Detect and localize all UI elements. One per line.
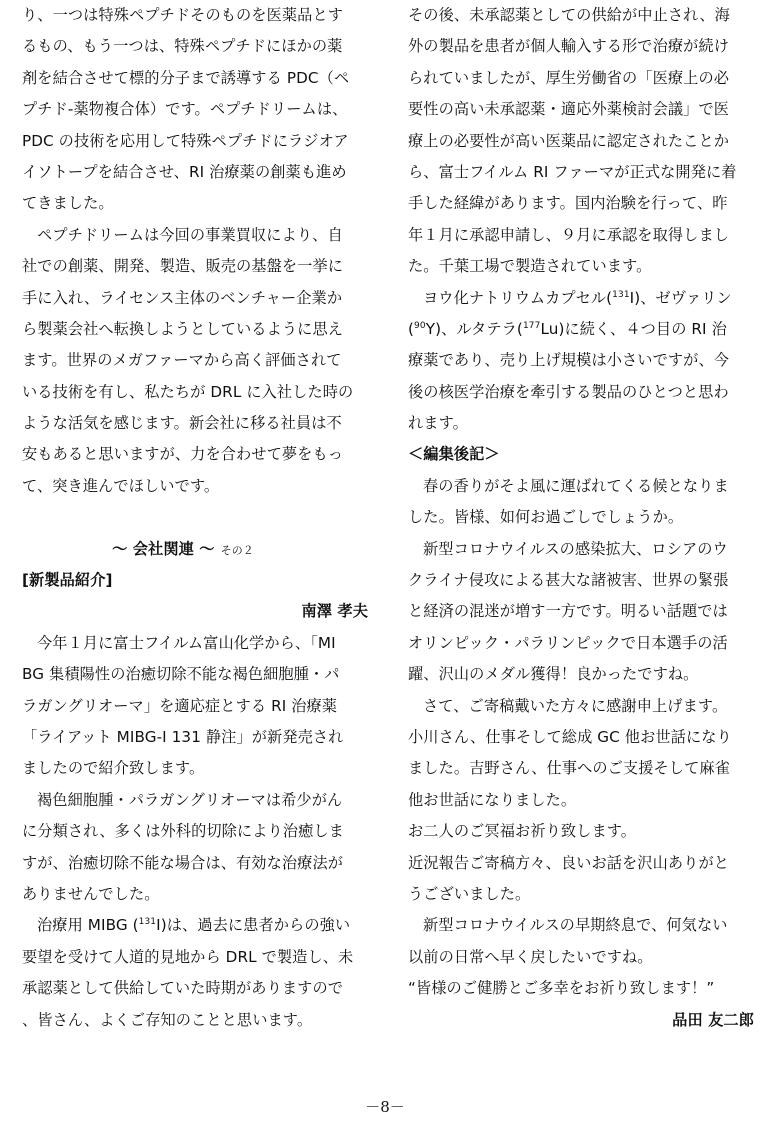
text-line: イソトープを結合させ、RI 治療薬の創薬も進め: [22, 162, 347, 181]
text-line: 他お世話になりました。: [408, 790, 577, 809]
editor-notes-heading: ＜編集後記＞: [408, 445, 500, 464]
text-line: 社での創薬、開発、製造、販売の基盤を一挙に: [22, 257, 344, 276]
text-line: 手に入れ、ライセンス主体のベンチャー企業か: [22, 288, 343, 307]
text-line: 新型コロナウイルスの感染拡大、ロシアのウ: [423, 539, 728, 558]
text-line: 春の香りがそよ風に運ばれてくる候となりま: [423, 476, 729, 495]
text-line: ら製薬会社へ転換しようとしているように思え: [22, 319, 344, 338]
section-heading: [22, 534, 374, 565]
paragraph: [408, 283, 760, 440]
section-heading-text: ～ 会社関連 ～: [112, 539, 215, 558]
text-line: てきました。: [22, 194, 114, 213]
text-line: 外の製品を患者が個人輸入する形で治療が続け: [408, 37, 730, 56]
paragraph: [22, 220, 374, 503]
subsection-title: [新製品紹介]: [22, 571, 113, 590]
text-line: ペプチドリームは今回の事業買収により、自: [37, 225, 343, 244]
text-line: “皆様のご健勝とご多幸をお祈り致します！”: [408, 979, 715, 998]
spacer: [22, 502, 374, 533]
text-line: 躍、沢山のメダル獲得！良かったですね。: [408, 665, 699, 684]
text-line: 要望を受けて人道的見地から DRL で製造し、未: [22, 947, 354, 966]
author-name: 南澤 孝夫: [301, 602, 368, 621]
text-line: ありませんでした。: [22, 884, 160, 903]
paragraph: [408, 471, 760, 534]
text-line: 年１月に承認申請し、９月に承認を取得しまし: [408, 225, 730, 244]
paragraph: [408, 910, 760, 1004]
text-line: プチド-薬物複合体）です。ペプチドリームは、: [22, 100, 348, 119]
text-line: 手した経緯があります。国内治験を行って、昨: [408, 194, 728, 213]
text-line: 、皆さん、よくご存知のことと思います。: [22, 1010, 313, 1029]
text-fragment: I)、ゼヴァリン: [629, 288, 732, 307]
text-line: すが、治癒切除不能な場合は、有効な治療法が: [22, 853, 344, 872]
text-fragment: ヨウ化ナトリウムカプセル(: [423, 288, 613, 307]
text-line: [408, 283, 760, 314]
left-column: [22, 0, 374, 1036]
text-line: ました。吉野さん、仕事へのご支援そして麻雀: [408, 759, 730, 778]
text-line: 療薬であり、売り上げ規模は小さいですが、今: [408, 351, 730, 370]
signature: 品田 友二郎: [672, 1010, 754, 1029]
text-line: その後、未承認薬としての供給が中止され、海: [408, 6, 730, 24]
text-line: お二人のご冥福お祈り致します。: [408, 822, 637, 841]
text-line: り、一つは特殊ペプチドそのものを医薬品とす: [22, 6, 344, 24]
text-fragment: (: [408, 319, 415, 338]
paragraph: [22, 785, 374, 911]
page-number: －8－: [365, 1098, 405, 1116]
text-line: 後の核医学治療を牽引する製品のひとつと思わ: [408, 382, 729, 401]
text-line: PDC の技術を応用して特殊ペプチドにラジオア: [22, 131, 349, 150]
text-line: 承認薬として供給していた時期がありますので: [22, 979, 344, 998]
isotope-superscript: 177: [522, 320, 541, 331]
text-line: た。千葉工場で製造されています。: [408, 257, 652, 276]
isotope-superscript: 131: [138, 917, 157, 928]
paragraph: [408, 691, 760, 911]
paragraph: [22, 0, 374, 220]
text-line: れます。: [408, 414, 468, 433]
text-line: と経済の混迷が増す一方です。明るい話題では: [408, 602, 728, 621]
right-column: [408, 0, 760, 1036]
text-line: オリンピック・パラリンピックで日本選手の活: [408, 633, 728, 652]
text-line: 新型コロナウイルスの早期終息で、何気ない: [423, 916, 728, 935]
text-line: 以前の日常へ早く戻したいですね。: [408, 947, 653, 966]
paragraph: [22, 910, 374, 1036]
text-line: 小川さん、仕事そして総成 GC 他お世話になり: [408, 727, 732, 746]
text-line: て、突き進んでほしいです。: [22, 476, 220, 495]
paragraph: [22, 628, 374, 785]
text-line: ます。世界のメガファーマから高く評価されて: [22, 351, 342, 370]
isotope-superscript: 90: [414, 320, 426, 331]
text-line: [22, 910, 374, 941]
section-heading-sub: その２: [220, 543, 254, 557]
paragraph: [408, 534, 760, 691]
text-fragment: Y)、ルタテラ(: [425, 319, 523, 338]
text-line: 剤を結合させて標的分子まで誘導する PDC（ペ: [22, 68, 350, 87]
text-line: るもの、もう一つは、特殊ペプチドにほかの薬: [22, 37, 343, 56]
text-line: BG 集積陽性の治癒切除不能な褐色細胞腫・パ: [22, 665, 340, 684]
paragraph: [408, 0, 760, 283]
text-line: 今年１月に富士フイルム富山化学から、「MI: [37, 633, 336, 652]
text-line: に分類され、多くは外科的切除により治癒しま: [22, 822, 344, 841]
text-line: ラガングリオーマ」を適応症とする RI 治療薬: [22, 696, 338, 715]
text-fragment: Lu)に続く、４つ目の RI 治: [540, 319, 727, 338]
text-line: 近況報告ご寄稿方々、良いお話を沢山ありがと: [408, 853, 730, 872]
text-line: いる技術を有し、私たちが DRL に入社した時の: [22, 382, 354, 401]
text-fragment: 治療用 MIBG (: [37, 916, 139, 935]
text-line: ましたので紹介致します。: [22, 759, 205, 778]
text-line: られていましたが、厚生労働省の「医療上の必: [408, 68, 730, 87]
text-line: 要性の高い未承認薬・適応外薬検討会議」で医: [408, 100, 730, 119]
text-line: さて、ご寄稿戴いた方々に感謝申上げます。: [423, 696, 728, 715]
text-line: ら、富士フイルム RI ファーマが正式な開発に着: [408, 162, 737, 181]
text-line: 褐色細胞腫・パラガングリオーマは希少がん: [37, 790, 343, 809]
isotope-superscript: 131: [612, 289, 630, 300]
text-line: 療上の必要性が高い医薬品に認定されたことか: [408, 131, 730, 150]
text-line: した。皆様、如何お過ごしでしょうか。: [408, 508, 684, 527]
text-line: クライナ侵攻による甚大な諸被害、世界の緊張: [408, 571, 729, 590]
text-fragment: I)は、過去に患者からの強い: [156, 916, 351, 935]
text-line: うございました。: [408, 884, 531, 903]
text-line: 「ライアット MIBG-I 131 静注」が新発売され: [22, 727, 344, 746]
text-line: 安もあると思いますが、力を合わせて夢をもっ: [22, 445, 344, 464]
text-line: [408, 314, 760, 345]
text-line: ような活気を感じます。新会社に移る社員は不: [22, 414, 342, 433]
